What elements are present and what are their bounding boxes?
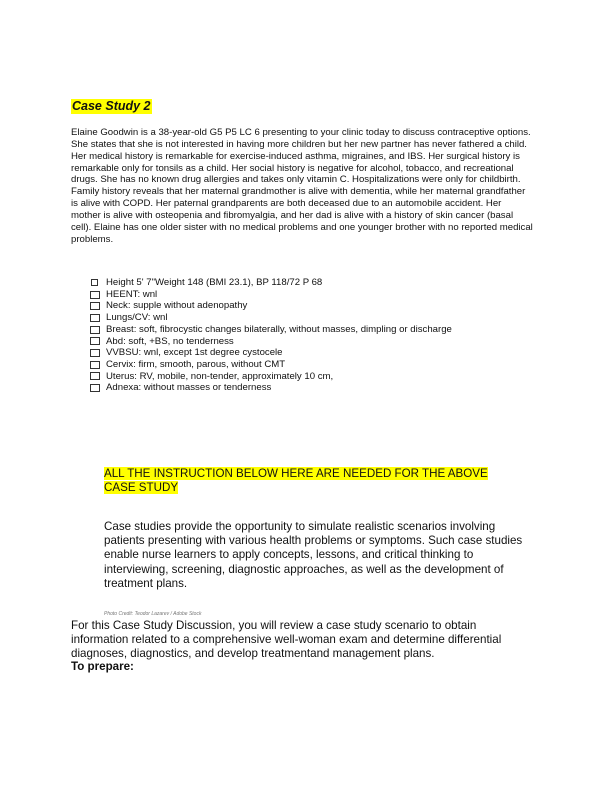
- checkbox-icon: [91, 279, 98, 286]
- prepare-heading: To prepare:: [71, 660, 134, 673]
- checkbox-icon: [90, 361, 100, 369]
- checkbox-icon: [90, 326, 100, 334]
- list-item: Lungs/CV: wnl: [90, 312, 530, 324]
- checkbox-icon: [90, 337, 100, 345]
- checkbox-icon: [90, 291, 100, 299]
- list-item: Cervix: firm, smooth, parous, without CMT: [90, 359, 530, 371]
- case-description: Elaine Goodwin is a 38-year-old G5 P5 LC 6 presenting to your clinic today to discuss contraceptive options. She states that she is not interested in having more children but her new partner has never fathered a child. Her medical history is remarkable for exercise-induced asthma, migraines, and IBS. Her surgical history is remarkable only for tonsils as a child. Her social history is negative for alcohol, tobacco, and recreational drugs. She has no known drug allergies and takes only vitamin C. Hospitalizations were only for childbirth. Family history reveals that her maternal grandmother is alive with dementia, while her maternal grandfather is alive with COPD. Her paternal grandparents are both deceased due to an automobile accident. Her mother is alive with osteopenia and fibromyalgia, and her dad is alive with a history of skin cancer (basal cell). Elaine has one older sister with no medical problems and one younger brother with no reported medical problems.: [71, 127, 533, 245]
- discussion-paragraph: For this Case Study Discussion, you will review a case study scenario to obtain information related to a comprehensive well-woman exam and determine differential diagnoses, diagnostics, and develop treatmentand management plans.: [71, 619, 502, 660]
- list-item: Height 5' 7"Weight 148 (BMI 23.1), BP 118/72 P 68: [90, 277, 530, 289]
- checkbox-icon: [90, 372, 100, 380]
- case-study-title: Case Study 2: [72, 99, 151, 113]
- instruction-notice: ALL THE INSTRUCTION BELOW HERE ARE NEEDED FOR THE ABOVE CASE STUDY: [104, 467, 488, 494]
- list-item: Adnexa: without masses or tenderness: [90, 382, 530, 394]
- list-item: HEENT: wnl: [90, 289, 530, 301]
- list-item: VVBSU: wnl, except 1st degree cystocele: [90, 347, 530, 359]
- list-item: Abd: soft, +BS, no tenderness: [90, 336, 530, 348]
- intro-paragraph: Case studies provide the opportunity to simulate realistic scenarios involving patients presenting with various health problems or symptoms. Such case studies enable nurse learners to apply concepts, lessons, and critical thinking to interviewing, screening, diagnostic approaches, as well as the development of treatment plans.: [104, 520, 523, 590]
- checkbox-icon: [90, 302, 100, 310]
- exam-findings-list: [90, 277, 530, 394]
- photo-credit: Photo Credit: Teodor Lazarev / Adobe Stock: [104, 611, 202, 617]
- checkbox-icon: [90, 384, 100, 392]
- list-item: Breast: soft, fibrocystic changes bilaterally, without masses, dimpling or discharge: [90, 324, 530, 336]
- checkbox-icon: [90, 349, 100, 357]
- list-item: Uterus: RV, mobile, non-tender, approximately 10 cm,: [90, 371, 530, 383]
- checkbox-icon: [90, 314, 100, 322]
- list-item: Neck: supple without adenopathy: [90, 300, 530, 312]
